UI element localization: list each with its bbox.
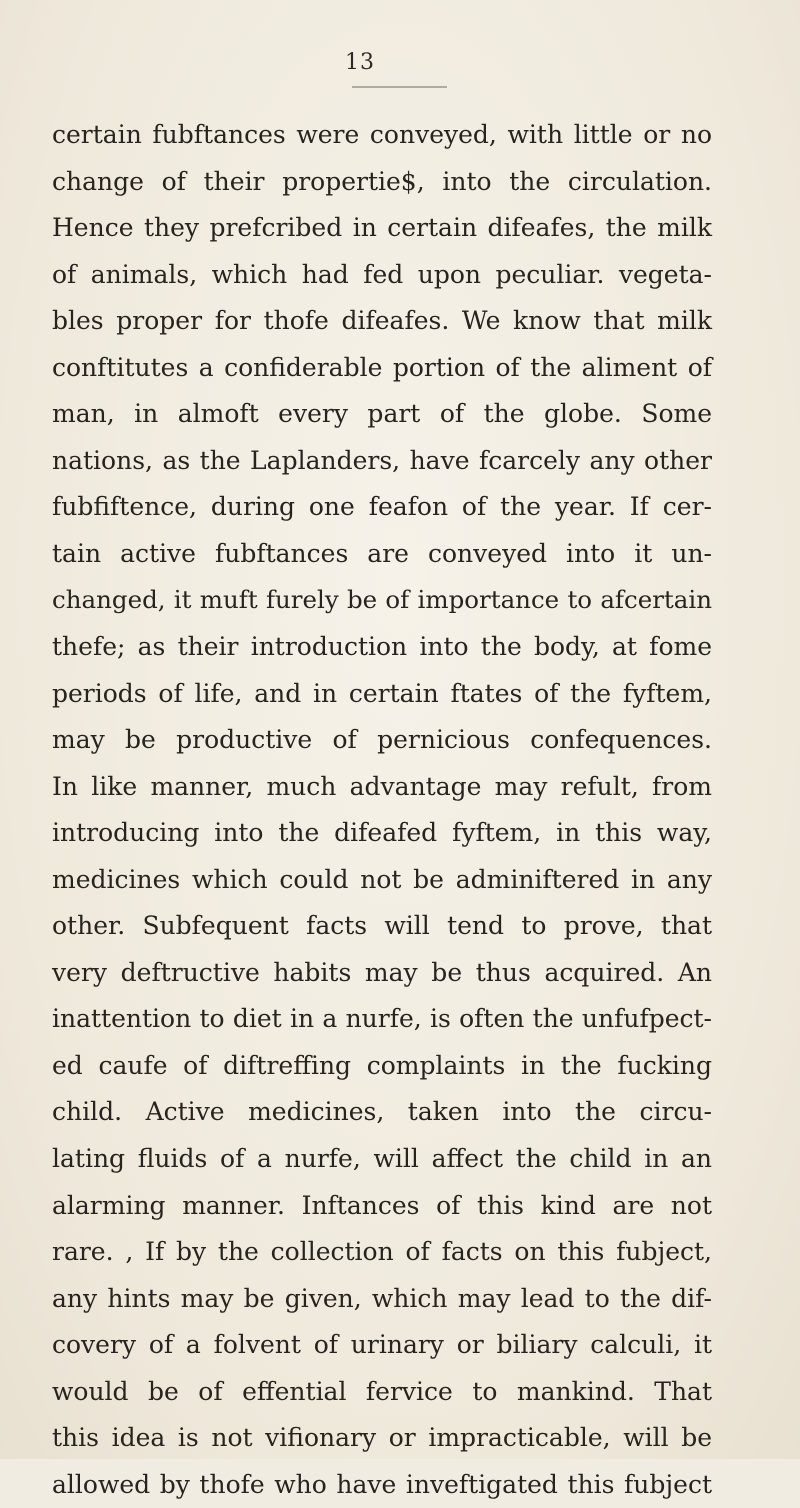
text-line: child. Active medicines, taken into the circu- [52,1097,712,1127]
text-line: rare. , If by the collection of facts on this fubject, [52,1237,712,1267]
text-line: fubfiftence, during one feafon of the year. If cer- [52,492,712,522]
body-text [52,112,712,1508]
text-line: introducing into the difeafed fyftem, in this way, [52,818,712,848]
text-line: medicines which could not be adminiftered in any [52,864,712,894]
page-number: 13 [345,50,375,75]
text-line: very deftructive habits may be thus acquired. An [52,957,712,987]
text-line: allowed by thofe who have inveftigated this fubject [52,1469,712,1499]
header-rule [352,86,447,88]
text-line: other. Subfequent facts will tend to prove, that [52,911,712,941]
text-line: alarming manner. Inftances of this kind are not [52,1190,712,1220]
text-line: of animals, which had fed upon peculiar. vegeta- [52,259,712,289]
text-line: would be of effential fervice to mankind. That [52,1376,712,1406]
text-line: ed caufe of diftreffing complaints in the fucking [52,1050,712,1080]
text-line: tain active fubftances are conveyed into it un- [52,538,712,568]
text-line: lating fluids of a nurfe, will affect the child in an [52,1144,712,1174]
text-line: this idea is not vifionary or impracticable, will be [52,1423,712,1453]
text-line: may be productive of pernicious confequences. [52,725,712,755]
text-line: periods of life, and in certain ftates of the fyftem, [52,678,712,708]
text-line: change of their propertie$, into the circulation. [52,166,712,196]
text-line: certain fubftances were conveyed, with little or no [52,120,712,149]
text-line: nations, as the Laplanders, have fcarcely any other [52,445,712,475]
text-line: any hints may be given, which may lead to the dif- [52,1283,712,1313]
text-line: man, in almoft every part of the globe. Some [52,399,712,429]
text-line: conftitutes a confiderable portion of the aliment of [52,352,712,382]
text-line: changed, it muft furely be of importance to afcertain [52,585,712,615]
text-line: In like manner, much advantage may refult, from [52,771,712,801]
text-line: inattention to diet in a nurfe, is often the unfufpect- [52,1004,712,1034]
text-line: Hence they prefcribed in certain difeafes, the milk [52,213,712,243]
text-line: bles proper for thofe difeafes. We know that milk [52,306,712,336]
text-line: covery of a folvent of urinary or biliary calculi, it [52,1330,712,1360]
text-line: thefe; as their introduction into the body, at fome [52,632,712,662]
